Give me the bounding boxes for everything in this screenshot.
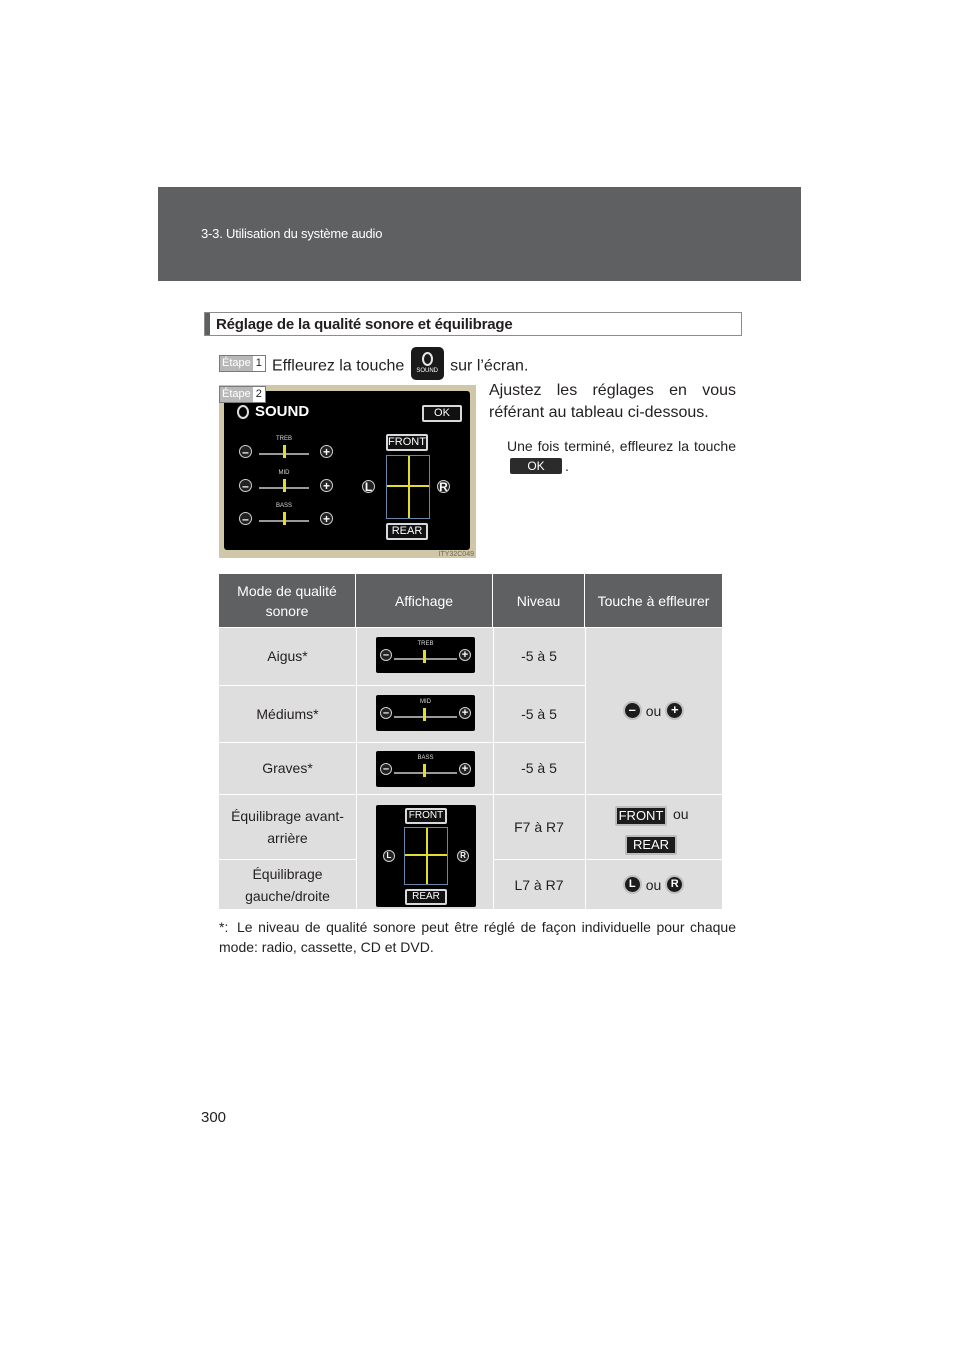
front-button-icon: FRONT bbox=[615, 806, 667, 826]
chapter-section-title: 3-3. Utilisation du système audio bbox=[201, 226, 383, 241]
mid-minus-button[interactable]: – bbox=[239, 479, 252, 492]
sound-button-icon bbox=[411, 347, 444, 380]
bass-minus-button[interactable]: – bbox=[239, 512, 252, 525]
step-number: 2 bbox=[255, 388, 262, 400]
mid-label: MID bbox=[278, 470, 290, 476]
balance-grid[interactable] bbox=[386, 455, 430, 519]
step-2-instruction: Ajustez les réglages en vous référant au tableau ci-dessous. bbox=[489, 382, 736, 421]
header-level: Niveau bbox=[493, 574, 585, 627]
page-number: 300 bbox=[201, 1109, 227, 1126]
balance-grid-image bbox=[404, 827, 448, 885]
rear-label: REAR bbox=[405, 889, 447, 905]
mid-slider[interactable] bbox=[259, 470, 309, 492]
treble-plus-button[interactable]: + bbox=[320, 445, 333, 458]
section-title: Réglage de la qualité sonore et équilibrage bbox=[216, 316, 513, 333]
right-button[interactable]: R bbox=[437, 480, 450, 493]
mid-knob[interactable] bbox=[283, 479, 286, 492]
table-row-level: F7 à R7 bbox=[514, 819, 564, 835]
table-row-mode: Graves* bbox=[262, 760, 313, 776]
treble-slider[interactable] bbox=[259, 436, 309, 458]
step-2-subtext-before: Une fois terminé, effleurez la touche bbox=[507, 438, 736, 454]
footnote-mark: *: bbox=[219, 919, 229, 935]
right-button-icon: R bbox=[665, 875, 684, 894]
rear-button[interactable]: REAR bbox=[386, 523, 428, 540]
treble-minus-button[interactable]: – bbox=[239, 445, 252, 458]
table-row-mode: Aigus* bbox=[267, 648, 308, 664]
table-row-level: -5 à 5 bbox=[521, 648, 557, 664]
left-button[interactable]: L bbox=[362, 480, 375, 493]
step-1-text-before: Effleurez la touche bbox=[272, 357, 405, 375]
step-number: 1 bbox=[255, 357, 262, 369]
minus-or-plus-touch bbox=[585, 627, 722, 794]
sound-icon-caption: SOUND bbox=[416, 368, 439, 374]
table-row-level: L7 à R7 bbox=[514, 876, 564, 893]
balance-horizontal-line bbox=[387, 485, 429, 487]
bass-slider-image bbox=[394, 755, 457, 777]
header-touch: Touche à effleurer bbox=[597, 592, 710, 609]
step-label: Étape bbox=[222, 357, 251, 369]
minus-icon: – bbox=[380, 707, 392, 719]
plus-icon: + bbox=[459, 649, 471, 661]
front-label: FRONT bbox=[405, 808, 447, 824]
bass-display-image bbox=[376, 751, 475, 787]
left-button-icon: L bbox=[623, 875, 642, 894]
table-header bbox=[219, 574, 722, 627]
bass-plus-button[interactable]: + bbox=[320, 512, 333, 525]
step-label: Étape bbox=[222, 388, 251, 400]
minus-icon: – bbox=[380, 649, 392, 661]
step-2-subinstruction bbox=[507, 436, 736, 476]
slider-knob bbox=[423, 650, 426, 663]
heading-accent-bar bbox=[205, 313, 210, 335]
treble-knob[interactable] bbox=[283, 445, 286, 458]
chapter-header-band bbox=[158, 187, 801, 281]
balance-vertical-line bbox=[426, 828, 428, 884]
treble-label: TREB bbox=[275, 436, 292, 442]
sound-screen bbox=[224, 391, 470, 550]
minus-icon: – bbox=[380, 763, 392, 775]
sound-screen-screenshot bbox=[219, 385, 476, 558]
ok-button[interactable]: OK bbox=[422, 405, 462, 422]
balance-horizontal-line bbox=[405, 854, 447, 856]
slider-knob bbox=[423, 764, 426, 777]
table-row-mode: Équilibrage gauche/droite bbox=[245, 865, 330, 904]
ok-button-icon: OK bbox=[510, 458, 562, 474]
sound-dial-icon bbox=[422, 352, 433, 366]
mid-display-image bbox=[376, 695, 475, 731]
sound-dial-icon bbox=[237, 405, 249, 419]
table-row-mode: Médiums* bbox=[256, 705, 319, 722]
table-row-mode: Équilibrage avant-arrière bbox=[231, 808, 344, 846]
bass-slider[interactable] bbox=[259, 503, 309, 525]
treble-label: TREB bbox=[417, 641, 434, 647]
plus-icon: + bbox=[665, 701, 684, 720]
bass-label: BASS bbox=[275, 503, 292, 509]
mid-slider-image bbox=[394, 699, 457, 721]
footnote bbox=[219, 917, 736, 957]
step-1-tag bbox=[219, 355, 266, 372]
left-or-right-touch bbox=[585, 860, 722, 909]
balance-display-image bbox=[376, 805, 476, 907]
step-2-subtext-after: . bbox=[565, 458, 569, 474]
left-label: L bbox=[383, 850, 395, 862]
step-1-instruction bbox=[272, 353, 528, 380]
footnote-text: Le niveau de qualité sonore peut être réglé de façon individuelle pour chaque mode: radio, cassette, CD et DVD. bbox=[219, 919, 736, 955]
or-label: ou bbox=[673, 806, 689, 822]
bass-label: BASS bbox=[417, 755, 434, 761]
treble-display-image bbox=[376, 637, 475, 673]
front-or-rear-touch bbox=[585, 795, 722, 859]
section-heading bbox=[204, 312, 742, 336]
screen-title: SOUND bbox=[255, 403, 310, 420]
rear-button-icon: REAR bbox=[625, 835, 677, 855]
header-mode: Mode de qualité sonore bbox=[219, 574, 356, 627]
step-2-tag bbox=[219, 386, 266, 403]
plus-icon: + bbox=[459, 707, 471, 719]
image-code: ITY32C049 bbox=[438, 551, 474, 558]
or-label: ou bbox=[645, 702, 662, 719]
right-label: R bbox=[457, 850, 469, 862]
bass-knob[interactable] bbox=[283, 512, 286, 525]
table-row-level: -5 à 5 bbox=[521, 705, 557, 722]
front-button[interactable]: FRONT bbox=[386, 434, 428, 451]
slider-knob bbox=[423, 708, 426, 721]
plus-icon: + bbox=[459, 763, 471, 775]
mid-label: MID bbox=[420, 699, 431, 705]
minus-icon: – bbox=[623, 701, 642, 720]
table-row-level: -5 à 5 bbox=[521, 760, 557, 776]
or-label: ou bbox=[645, 876, 662, 893]
treble-slider-image bbox=[394, 641, 457, 663]
header-display: Affichage bbox=[356, 574, 493, 627]
col-divider bbox=[356, 627, 357, 909]
balance-vertical-line bbox=[408, 456, 410, 518]
mid-plus-button[interactable]: + bbox=[320, 479, 333, 492]
step-1-text-after: sur l’écran. bbox=[450, 357, 529, 375]
sound-settings-table bbox=[219, 574, 722, 909]
